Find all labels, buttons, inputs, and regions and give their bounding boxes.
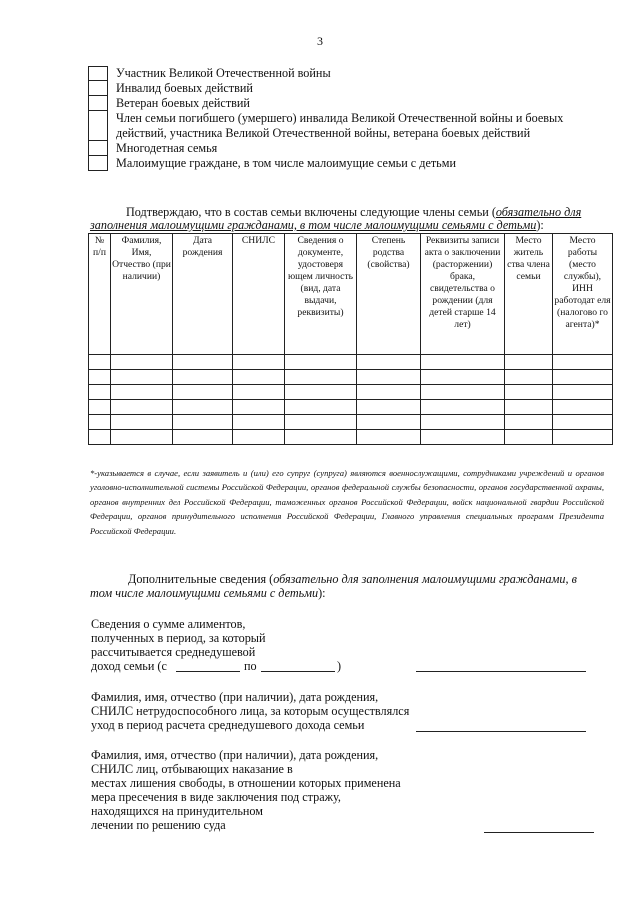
table-cell[interactable]	[553, 400, 613, 415]
checkbox[interactable]	[88, 156, 108, 171]
checkbox[interactable]	[88, 111, 108, 141]
period-to-field[interactable]	[261, 671, 335, 672]
imprisoned-section	[91, 748, 401, 832]
imprisoned-line: лечении по решению суда	[91, 818, 226, 832]
table-cell[interactable]	[421, 400, 505, 415]
alimony-line: рассчитывается среднедушевой	[91, 645, 256, 659]
table-cell[interactable]	[285, 355, 357, 370]
table-cell[interactable]	[111, 370, 173, 385]
table-cell[interactable]	[233, 415, 285, 430]
intro-italic-note: обязательно для заполнения малоимущими гражданами, в том числе малоимущими семьями с детьми	[90, 205, 582, 232]
period-prefix: доход семьи (с	[91, 659, 167, 673]
table-cell[interactable]	[553, 430, 613, 445]
table-cell[interactable]	[173, 385, 233, 400]
disabled-care-field[interactable]	[416, 731, 586, 732]
table-cell[interactable]	[357, 400, 421, 415]
table-cell[interactable]	[89, 370, 111, 385]
alimony-section	[91, 617, 351, 673]
family-members-table	[88, 233, 613, 445]
header-snils: СНИЛС	[233, 234, 285, 355]
checkbox[interactable]	[88, 96, 108, 111]
checklist-item[interactable]	[88, 66, 588, 81]
checklist-item[interactable]	[88, 81, 588, 96]
period-mid: по	[244, 659, 257, 673]
imprisoned-line: мера пресечения в виде заключения под стражу,	[91, 790, 341, 804]
table-cell[interactable]	[357, 370, 421, 385]
header-full-name: Фамилия, Имя, Отчество (при наличии)	[111, 234, 173, 355]
table-cell[interactable]	[173, 370, 233, 385]
header-workplace: Место работы (место службы), ИНН работодат еля (налогово го агента)*	[553, 234, 613, 355]
table-cell[interactable]	[421, 355, 505, 370]
checklist-label: Член семьи погибшего (умершего) инвалида Великой Отечественной войны и боевых действий, участника Великой Отечественной войны, ветерана боевых действий	[116, 111, 564, 140]
table-cell[interactable]	[173, 415, 233, 430]
checklist-label: Ветеран боевых действий	[116, 96, 250, 110]
table-cell[interactable]	[505, 355, 553, 370]
table-cell[interactable]	[89, 430, 111, 445]
table-cell[interactable]	[505, 415, 553, 430]
table-cell[interactable]	[421, 370, 505, 385]
table-cell[interactable]	[89, 415, 111, 430]
care-line: СНИЛС нетрудоспособного лица, за которым осуществлялся	[91, 704, 410, 718]
table-row	[89, 415, 613, 430]
header-number: № п/п	[89, 234, 111, 355]
table-cell[interactable]	[173, 430, 233, 445]
table-cell[interactable]	[173, 400, 233, 415]
care-line: Фамилия, имя, отчество (при наличии), дата рождения,	[91, 690, 379, 704]
table-row	[89, 355, 613, 370]
checklist-label: Многодетная семья	[116, 141, 218, 155]
table-cell[interactable]	[357, 385, 421, 400]
page-number: 3	[317, 34, 323, 48]
imprisoned-line: находящихся на принудительном	[91, 804, 263, 818]
table-cell[interactable]	[505, 370, 553, 385]
table-cell[interactable]	[505, 385, 553, 400]
imprisoned-line: Фамилия, имя, отчество (при наличии), дата рождения,	[91, 748, 379, 762]
checklist-label: Малоимущие граждане, в том числе малоимущие семьи с детьми	[116, 156, 456, 170]
alimony-amount-field[interactable]	[416, 671, 586, 672]
checklist-item[interactable]	[88, 96, 588, 111]
additional-info-heading: Дополнительные сведения (обязательно для заполнения малоимущими гражданами, в том числе малоимущими семьями с детьми):	[90, 572, 577, 600]
family-members-intro: Подтверждаю, что в состав семьи включены следующие члены семьи (обязательно для заполнения малоимущими гражданами, в том числе малоимущими семьями с детьми):	[90, 205, 582, 232]
table-cell[interactable]	[553, 385, 613, 400]
table-cell[interactable]	[505, 430, 553, 445]
table-cell[interactable]	[285, 400, 357, 415]
table-cell[interactable]	[111, 430, 173, 445]
footnote: *-указывается в случае, если заявитель и (или) его супруг (супруга) являются военнослужащими, сотрудниками учреждений и органов уголовно-исполнительной системы Российской Федерации, органов федеральной службы безопасности, органов государственной охраны, органов внутренних дел Российской Федерации, таможенных органов Российской Федерации, войск национальной гвардии Российской Федерации, органов принудительного исполнения Российской Федерации, Главного управления специальных программ Президента Российской Федерации.	[90, 468, 604, 536]
table-row	[89, 400, 613, 415]
alimony-period	[91, 659, 351, 673]
table-cell[interactable]	[173, 355, 233, 370]
header-identity-document: Сведения о документе, удостоверя ющем личность (вид, дата выдачи, реквизиты)	[285, 234, 357, 355]
checkbox[interactable]	[88, 81, 108, 96]
table-cell[interactable]	[421, 415, 505, 430]
imprisoned-field[interactable]	[484, 832, 594, 833]
table-cell[interactable]	[89, 355, 111, 370]
table-cell[interactable]	[111, 385, 173, 400]
checkbox[interactable]	[88, 66, 108, 81]
disabled-care-section	[91, 690, 409, 732]
table-cell[interactable]	[233, 400, 285, 415]
checklist-item[interactable]	[88, 141, 588, 156]
table-cell[interactable]	[89, 385, 111, 400]
table-cell[interactable]	[111, 355, 173, 370]
header-relationship: Степень родства (свойства)	[357, 234, 421, 355]
table-header-row	[89, 234, 613, 355]
table-cell[interactable]	[285, 370, 357, 385]
period-from-field[interactable]	[176, 671, 240, 672]
table-cell[interactable]	[233, 370, 285, 385]
header-residence: Место житель ства члена семьи	[505, 234, 553, 355]
additional-italic-note: обязательно для заполнения малоимущими гражданами, в том числе малоимущими семьями с детьми	[90, 572, 577, 600]
table-cell[interactable]	[421, 385, 505, 400]
table-cell[interactable]	[111, 400, 173, 415]
alimony-line: Сведения о сумме алиментов,	[91, 617, 246, 631]
header-civil-records: Реквизиты записи акта о заключении (расторжении) брака, свидетельства о рождении (для детей старше 14 лет)	[421, 234, 505, 355]
table-cell[interactable]	[233, 355, 285, 370]
table-cell[interactable]	[233, 385, 285, 400]
table-cell[interactable]	[421, 430, 505, 445]
checklist-label: Инвалид боевых действий	[116, 81, 253, 95]
table-cell[interactable]	[285, 385, 357, 400]
checkbox[interactable]	[88, 141, 108, 156]
checklist-item[interactable]	[88, 111, 588, 141]
table-cell[interactable]	[553, 355, 613, 370]
checklist-label: Участник Великой Отечественной войны	[116, 66, 331, 80]
table-cell[interactable]	[357, 415, 421, 430]
table-row	[89, 430, 613, 445]
table-row	[89, 385, 613, 400]
table-cell[interactable]	[285, 415, 357, 430]
table-cell[interactable]	[505, 400, 553, 415]
category-checklist	[88, 66, 588, 171]
alimony-line: полученных в период, за который	[91, 631, 266, 645]
imprisoned-line: местах лишения свободы, в отношении которых применена	[91, 776, 401, 790]
checklist-item[interactable]	[88, 156, 588, 171]
care-line: уход в период расчета среднедушевого дохода семьи	[91, 718, 365, 732]
table-cell[interactable]	[89, 400, 111, 415]
table-cell[interactable]	[553, 415, 613, 430]
table-cell[interactable]	[553, 370, 613, 385]
table-cell[interactable]	[357, 355, 421, 370]
table-cell[interactable]	[357, 430, 421, 445]
table-cell[interactable]	[233, 430, 285, 445]
table-cell[interactable]	[111, 415, 173, 430]
imprisoned-line: СНИЛС лиц, отбывающих наказание в	[91, 762, 293, 776]
period-suffix: )	[337, 659, 342, 673]
header-birth-date: Дата рождения	[173, 234, 233, 355]
table-row	[89, 370, 613, 385]
table-cell[interactable]	[285, 430, 357, 445]
